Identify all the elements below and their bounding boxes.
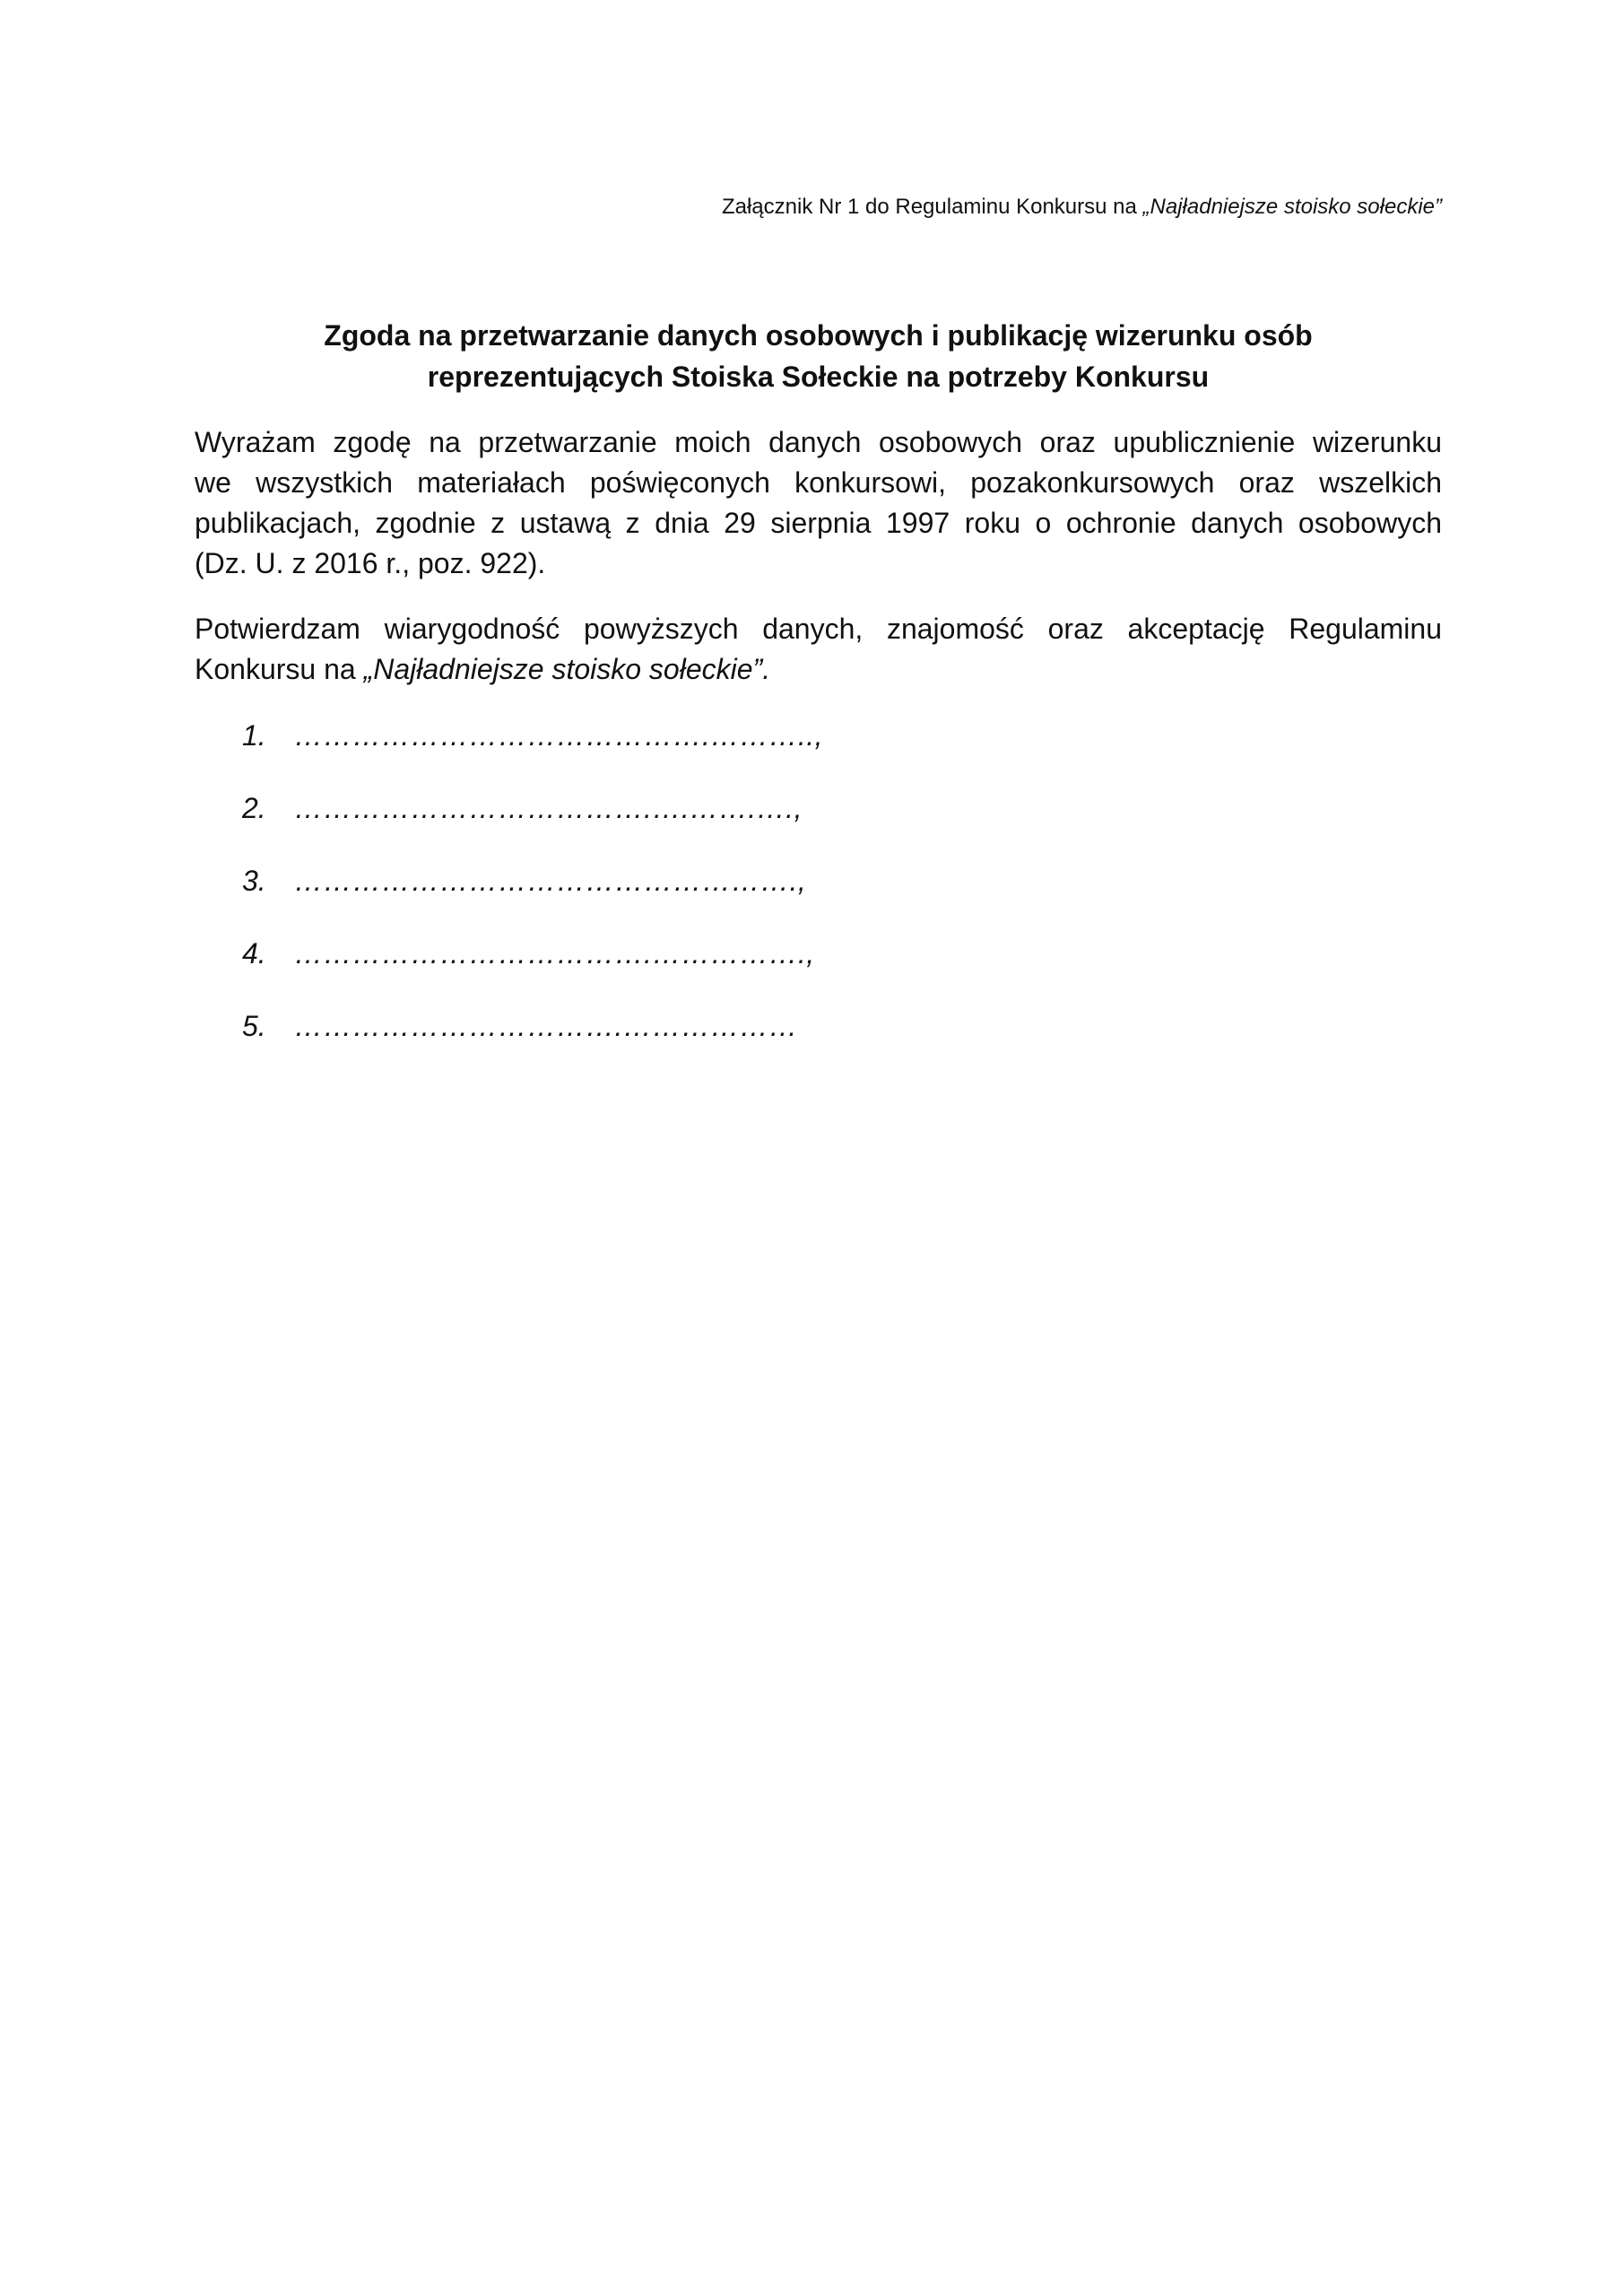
consent-line-1: Wyrażam zgodę na przetwarzanie moich danych osobowych oraz upublicznienie wizerunku (195, 426, 1442, 458)
signature-line-number: 2. (242, 792, 266, 824)
signature-line-blank: …………………………….……………… (294, 1010, 798, 1042)
consent-line-2: we wszystkich materiałach poświęconych konkursowi, pozakonkursowych oraz wszelkich (195, 466, 1442, 499)
header-note-text: Załącznik Nr 1 do Regulaminu Konkursu na (721, 195, 1143, 219)
confirmation-line-1: Potwierdzam wiarygodność powyższych danych, znajomość oraz akceptację Regulaminu (195, 613, 1442, 645)
signature-line-number: 5. (242, 1010, 266, 1042)
signature-line (242, 934, 959, 1006)
signature-line-blank: ……………………………….….…….…., (294, 792, 803, 824)
confirmation-paragraph (195, 609, 1442, 690)
confirmation-line-2-text: Konkursu na (195, 653, 364, 685)
attachment-header-note (195, 192, 1442, 222)
confirmation-line-2 (195, 649, 1442, 690)
title-line-2: reprezentujących Stoiska Sołeckie na potrzeby Konkursu (427, 361, 1210, 393)
signature-line (242, 788, 959, 861)
header-note-contest-name: „Najładniejsze stoisko sołeckie” (1142, 195, 1442, 219)
consent-line-3: publikacjach, zgodnie z ustawą z dnia 29 sierpnia 1997 roku o ochronie danych osobowych (195, 507, 1442, 539)
document-title (195, 315, 1442, 397)
signature-line (242, 861, 959, 934)
signature-line-number: 3. (242, 865, 266, 897)
title-line-1: Zgoda na przetwarzanie danych osobowych i publikację wizerunku osób (324, 319, 1313, 352)
consent-line-4: (Dz. U. z 2016 r., poz. 922). (195, 547, 546, 579)
signature-line-number: 1. (242, 719, 266, 752)
signature-line-blank: ……………………………………………., (294, 865, 807, 897)
confirmation-contest-name: „Najładniejsze stoisko sołeckie”. (363, 653, 771, 685)
signature-list (242, 716, 959, 1079)
signature-line-blank: ……………………………….……………., (294, 937, 815, 970)
signature-line-number: 4. (242, 937, 266, 970)
signature-line (242, 716, 959, 788)
consent-paragraph (195, 422, 1442, 584)
signature-line-blank: …………………………………….……….., (294, 719, 824, 752)
signature-line (242, 1006, 959, 1079)
